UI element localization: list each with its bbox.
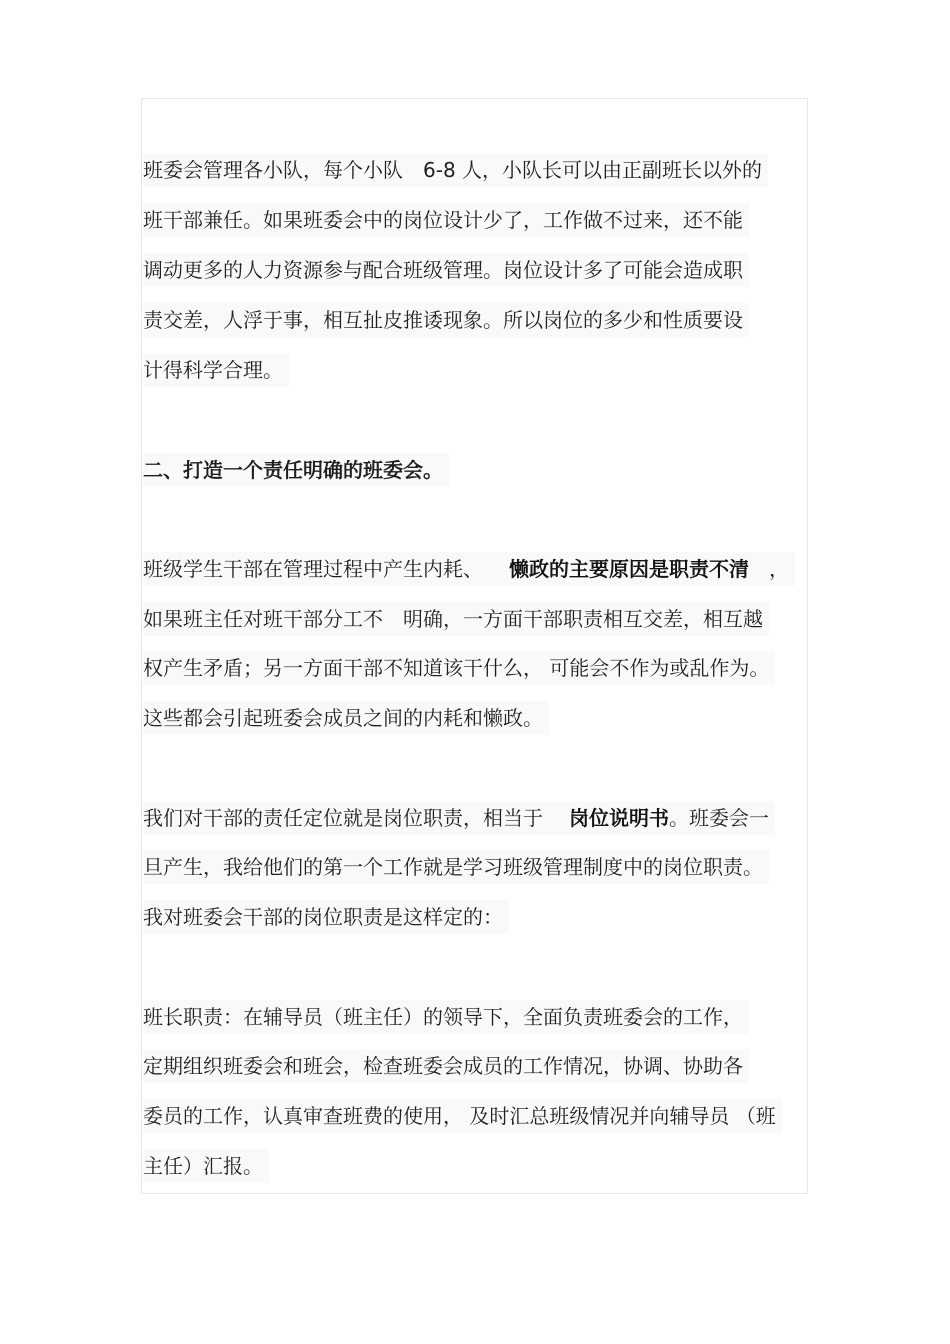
paragraph-4-line-1: 班长职责：在辅导员（班主任）的领导下，全面负责班委会的工作， bbox=[143, 1000, 749, 1034]
paragraph-3-emphasis: 岗位说明书 bbox=[569, 806, 669, 830]
paragraph-2-line-1 bbox=[143, 552, 795, 586]
paragraph-1-line-3: 调动更多的人力资源参与配合班级管理。岗位设计多了可能会造成职 bbox=[143, 253, 749, 287]
paragraph-3-line-1 bbox=[143, 801, 775, 835]
paragraph-2-emphasis: 懒政的主要原因是职责不清 bbox=[509, 557, 749, 581]
paragraph-4-line-2: 定期组织班委会和班会，检查班委会成员的工作情况，协调、协助各 bbox=[143, 1049, 749, 1083]
paragraph-4-line-3: 委员的工作，认真审查班费的使用， 及时汇总班级情况并向辅导员 （班 bbox=[143, 1099, 782, 1133]
paragraph-3-line-2: 旦产生，我给他们的第一个工作就是学习班级管理制度中的岗位职责。 bbox=[143, 850, 769, 884]
paragraph-2-line-1-end: ， bbox=[769, 557, 789, 581]
paragraph-2-line-1-text: 班级学生干部在管理过程中产生内耗、 bbox=[143, 557, 483, 581]
paragraph-3-line-1-text: 我们对干部的责任定位就是岗位职责，相当于 bbox=[143, 806, 543, 830]
paragraph-1-line-2: 班干部兼任。如果班委会中的岗位设计少了，工作做不过来，还不能 bbox=[143, 203, 749, 237]
paragraph-2-line-2: 如果班主任对班干部分工不 明确，一方面干部职责相互交差，相互越 bbox=[143, 602, 769, 636]
section-heading: 二、打造一个责任明确的班委会。 bbox=[143, 453, 449, 487]
paragraph-1-line-1: 班委会管理各小队，每个小队 6-8 人，小队长可以由正副班长以外的 bbox=[143, 153, 768, 187]
paragraph-3-line-1-end: 。班委会一 bbox=[669, 806, 769, 830]
paragraph-4-line-4: 主任）汇报。 bbox=[143, 1149, 269, 1183]
paragraph-2-line-4: 这些都会引起班委会成员之间的内耗和懒政。 bbox=[143, 701, 549, 735]
paragraph-3-line-3: 我对班委会干部的岗位职责是这样定的： bbox=[143, 900, 509, 934]
paragraph-2-line-3: 权产生矛盾；另一方面干部不知道该干什么， 可能会不作为或乱作为。 bbox=[143, 651, 775, 685]
paragraph-1-line-5: 计得科学合理。 bbox=[143, 353, 289, 387]
paragraph-1-line-4: 责交差，人浮于事，相互扯皮推诿现象。所以岗位的多少和性质要设 bbox=[143, 303, 749, 337]
